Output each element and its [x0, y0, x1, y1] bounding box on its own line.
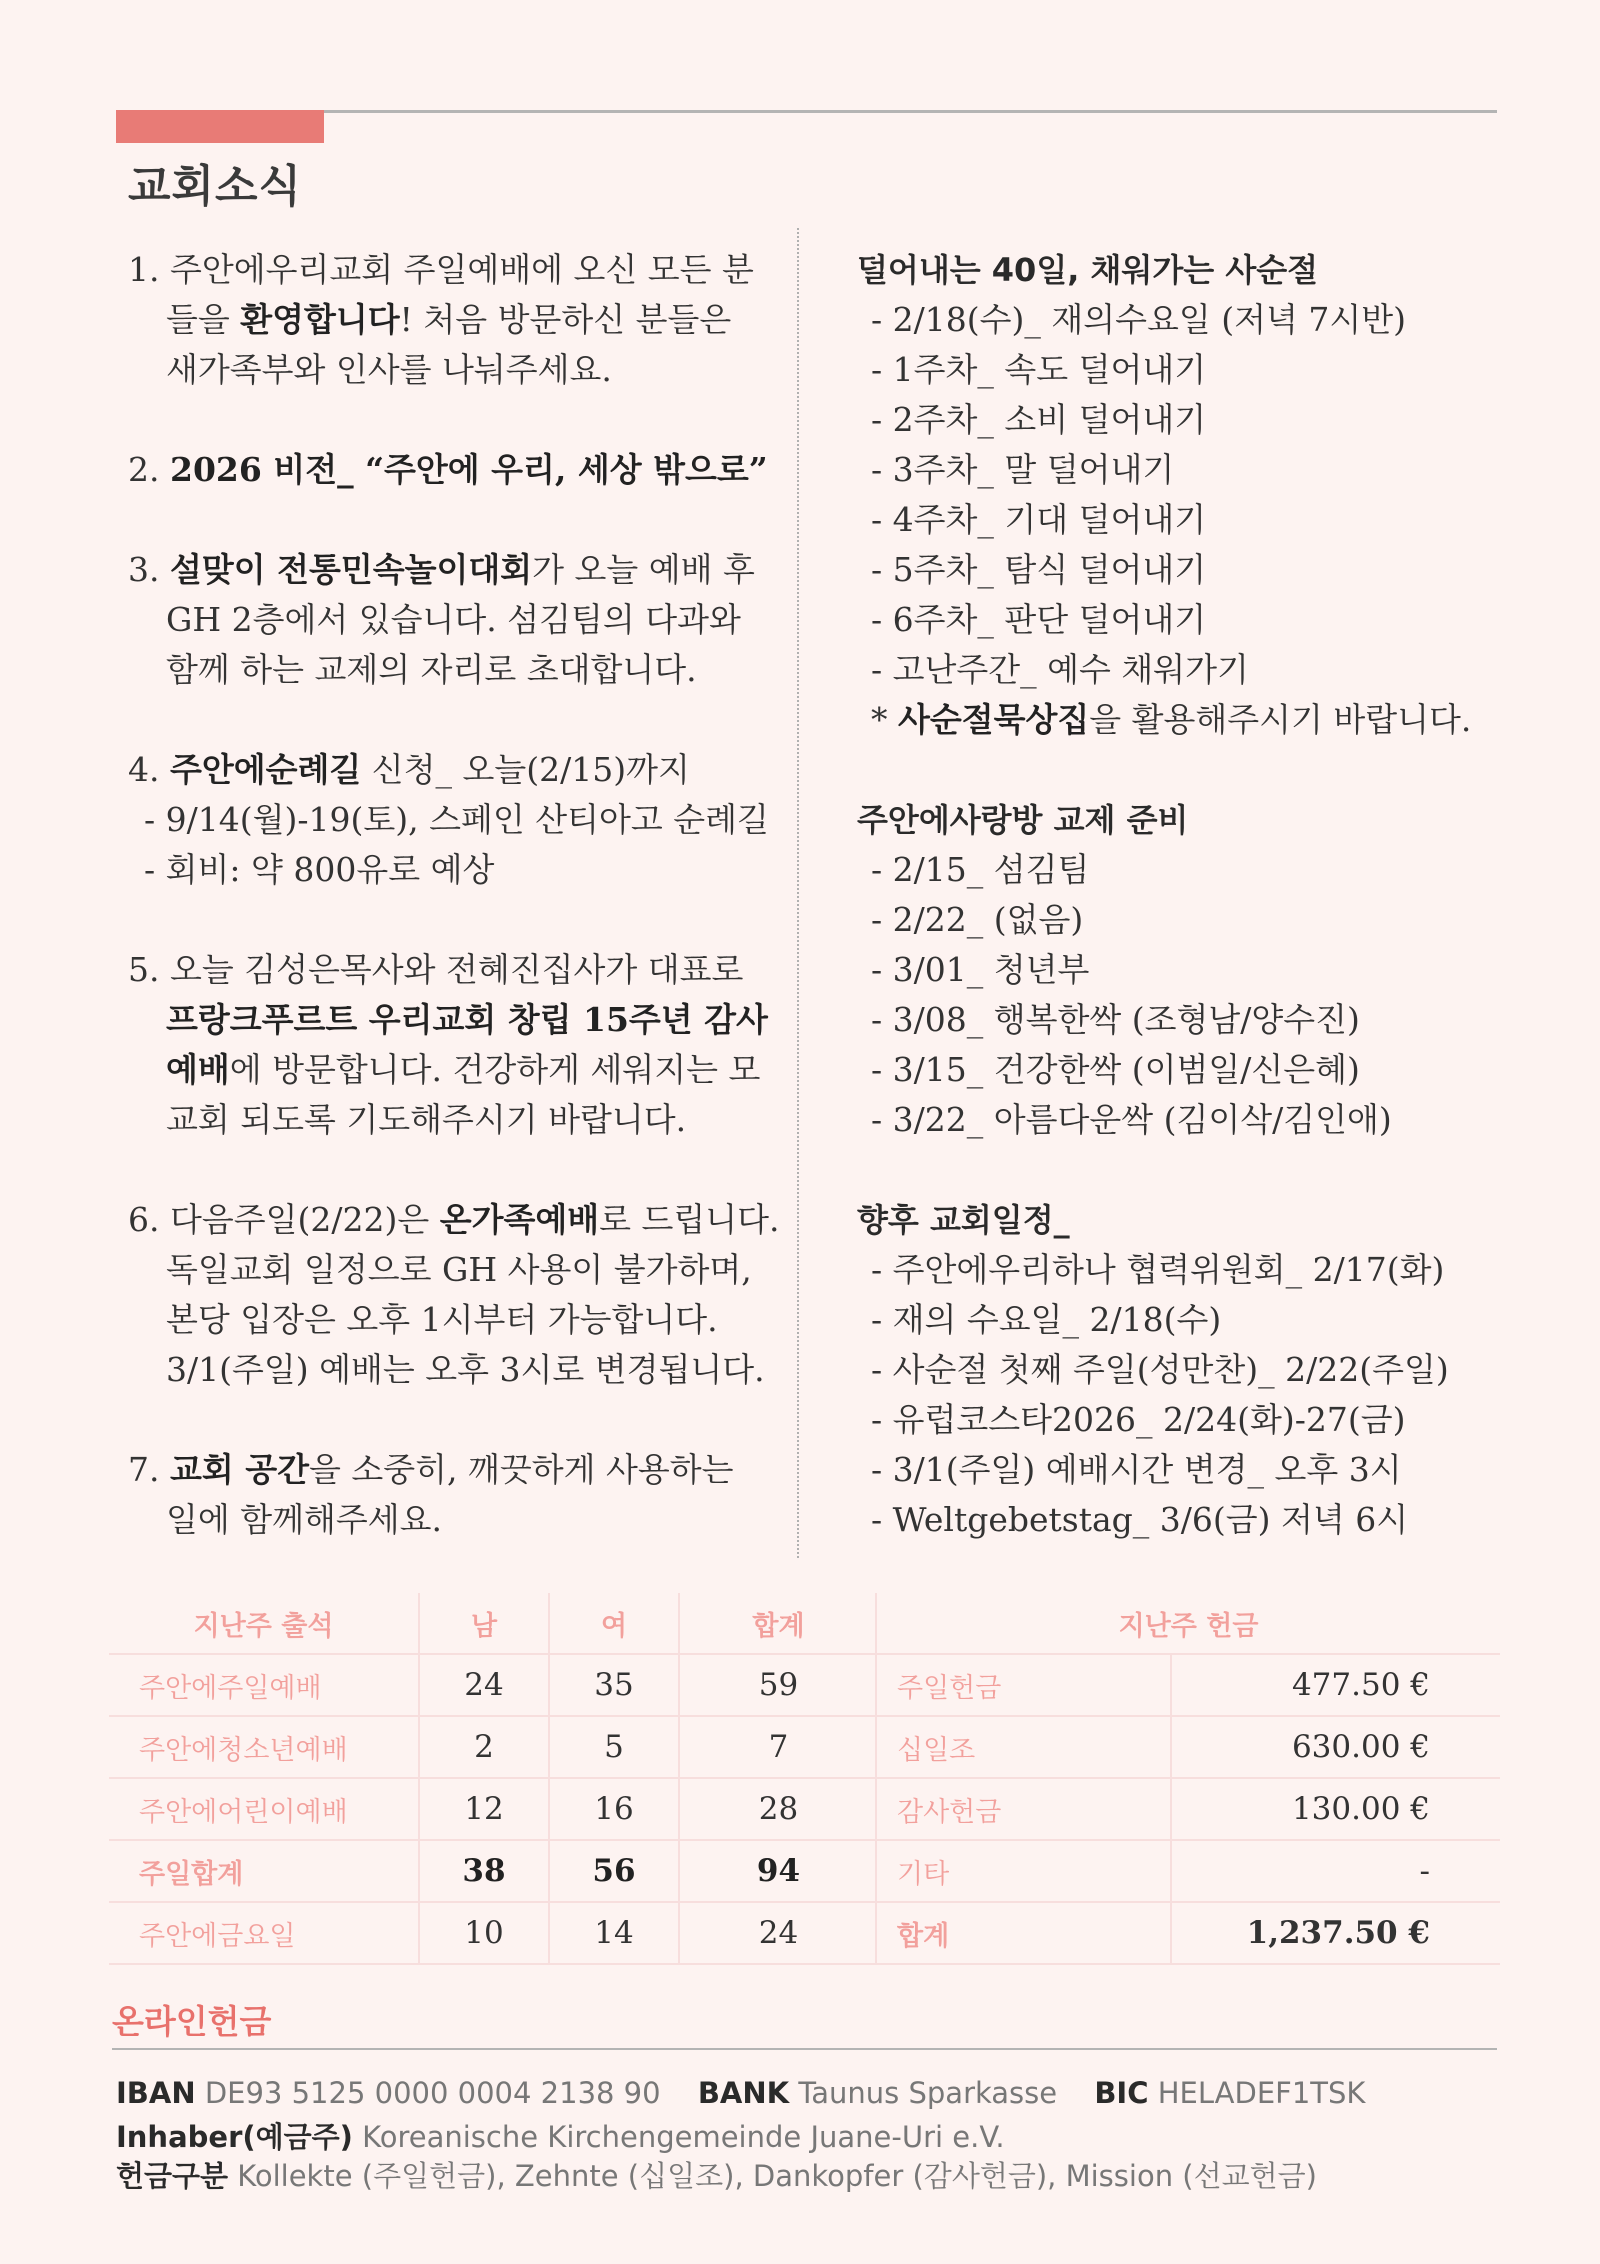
news-emphasis: 프랑크푸르트 우리교회 창립 15주년 감사	[166, 1000, 768, 1039]
online-offering-title: 온라인헌금	[112, 2002, 272, 2041]
news-item	[128, 1195, 780, 1395]
attendance-label: 주안에청소년예배	[109, 1716, 419, 1778]
lent-item: - 6주차_ 판단 덜어내기	[871, 600, 1207, 639]
schedule-item: - Weltgebetstag_ 3/6(금) 저녁 6시	[871, 1500, 1409, 1539]
news-text: 본당 입장은 오후 1시부터 가능합니다.	[166, 1300, 718, 1339]
schedule-item: - 3/1(주일) 예배시간 변경_ 오후 3시	[871, 1450, 1402, 1489]
offering-row	[876, 1902, 1500, 1964]
attendance-row	[109, 1716, 877, 1778]
attendance-row	[109, 1840, 877, 1902]
attendance-label: 주안에금요일	[109, 1902, 419, 1964]
news-line	[128, 1495, 768, 1545]
fellowship-list	[857, 845, 1517, 1145]
news-line	[128, 1295, 768, 1345]
lent-title: 덜어내는 40일, 채워가는 사순절	[857, 251, 1319, 289]
offering-amount: 1,237.50 €	[1171, 1902, 1500, 1964]
male-count: 24	[419, 1654, 549, 1716]
news-emphasis: 교회 공간	[169, 1450, 309, 1489]
male-count: 38	[419, 1840, 549, 1902]
total-header: 합계	[679, 1593, 877, 1654]
holder-label: Inhaber(예금주)	[116, 2120, 353, 2154]
female-count: 35	[549, 1654, 679, 1716]
news-line	[128, 945, 768, 995]
news-text: - 9/14(월)-19(토), 스페인 산티아고 순례길	[144, 800, 769, 839]
news-line	[128, 645, 768, 695]
attendance-row	[109, 1902, 877, 1964]
offering-amount: 477.50 €	[1171, 1654, 1500, 1716]
lent-item: - 2/18(수)_ 재의수요일 (저녁 7시반)	[871, 300, 1406, 339]
iban-label: IBAN	[116, 2076, 196, 2110]
news-line	[128, 445, 768, 495]
news-text: 독일교회 일정으로 GH 사용이 불가하며,	[166, 1250, 752, 1289]
news-text: 에 방문합니다. 건강하게 세워지는 모	[229, 1050, 761, 1089]
news-line	[128, 1095, 768, 1145]
offering-row	[876, 1716, 1500, 1778]
news-item	[128, 545, 768, 695]
offering-type-value: Kollekte (주일헌금), Zehnte (십일조), Dankopfer (감사헌금), Mission (선교헌금)	[237, 2159, 1317, 2193]
attendance-label: 주안에주일예배	[109, 1654, 419, 1716]
lent-list	[857, 295, 1517, 695]
news-text: 5. 오늘 김성은목사와 전혜진집사가 대표로	[128, 950, 744, 989]
total-count: 94	[679, 1840, 877, 1902]
news-text: 교회 되도록 기도해주시기 바랍니다.	[166, 1100, 687, 1139]
offering-label: 기타	[876, 1840, 1171, 1902]
column-divider	[797, 228, 799, 1558]
fellowship-item: - 3/22_ 아름다운싹 (김이삭/김인애)	[871, 1100, 1392, 1139]
attendance-table	[109, 1593, 877, 1965]
male-count: 10	[419, 1902, 549, 1964]
offering-table	[875, 1593, 1500, 1965]
offering-label: 주일헌금	[876, 1654, 1171, 1716]
attendance-row	[109, 1654, 877, 1716]
bank-value: Taunus Sparkasse	[798, 2076, 1058, 2110]
offering-type-label: 헌금구분	[116, 2159, 229, 2193]
total-count: 7	[679, 1716, 877, 1778]
news-item	[128, 745, 768, 895]
title-accent-bar	[116, 110, 324, 143]
lent-item: - 2주차_ 소비 덜어내기	[871, 400, 1207, 439]
news-emphasis: 환영합니다	[240, 300, 400, 339]
total-count: 59	[679, 1654, 877, 1716]
online-rule	[112, 2048, 1497, 2050]
offering-label: 합계	[876, 1902, 1171, 1964]
news-line	[128, 595, 768, 645]
news-text: 을 소중히, 깨끗하게 사용하는	[309, 1450, 734, 1489]
lent-item: - 고난주간_ 예수 채워가기	[871, 650, 1249, 689]
right-column	[857, 245, 1517, 1545]
female-header: 여	[549, 1593, 679, 1654]
news-line	[128, 345, 768, 395]
holder-value: Koreanische Kirchengemeinde Juane-Uri e.V.	[362, 2120, 1005, 2154]
female-count: 5	[549, 1716, 679, 1778]
news-text: 3.	[128, 550, 170, 589]
fellowship-item: - 3/08_ 행복한싹 (조형남/양수진)	[871, 1000, 1360, 1039]
female-count: 16	[549, 1778, 679, 1840]
fellowship-item: - 3/15_ 건강한싹 (이범일/신은혜)	[871, 1050, 1360, 1089]
news-emphasis: 2026 비전_ “주안에 우리, 세상 밖으로”	[169, 450, 768, 489]
news-emphasis: 온가족예배	[439, 1200, 600, 1239]
news-line	[128, 745, 768, 795]
news-text: 로 드립니다.	[599, 1200, 780, 1239]
iban-value: DE93 5125 0000 0004 2138 90	[204, 2076, 661, 2110]
schedule-list	[857, 1245, 1517, 1545]
schedule-item: - 재의 수요일_ 2/18(수)	[871, 1300, 1222, 1339]
schedule-item: - 유럽코스타2026_ 2/24(화)-27(금)	[871, 1400, 1406, 1439]
news-line	[128, 1195, 780, 1245]
news-text: - 회비: 약 800유로 예상	[144, 850, 495, 889]
male-header: 남	[419, 1593, 549, 1654]
news-text: 4.	[128, 750, 170, 789]
news-text: 일에 함께해주세요.	[166, 1500, 443, 1539]
news-text: 새가족부와 인사를 나눠주세요.	[166, 350, 612, 389]
news-line	[128, 545, 768, 595]
schedule-item: - 사순절 첫째 주일(성만찬)_ 2/22(주일)	[871, 1350, 1449, 1389]
male-count: 2	[419, 1716, 549, 1778]
total-count: 24	[679, 1902, 877, 1964]
fellowship-title: 주안에사랑방 교제 준비	[857, 801, 1189, 839]
offering-label: 십일조	[876, 1716, 1171, 1778]
lent-item: - 3주차_ 말 덜어내기	[871, 450, 1175, 489]
news-text: 가 오늘 예배 후	[532, 550, 755, 589]
news-line	[128, 295, 768, 345]
news-text: 1. 주안에우리교회 주일예배에 오신 모든 분	[128, 250, 754, 289]
news-text: 들을	[166, 300, 241, 339]
lent-item: - 1주차_ 속도 덜어내기	[871, 350, 1207, 389]
news-text: GH 2층에서 있습니다. 섬김팀의 다과와	[166, 600, 741, 639]
news-line	[128, 1245, 768, 1295]
offering-row	[876, 1778, 1500, 1840]
church-news-list	[128, 245, 780, 1595]
offering-row	[876, 1654, 1500, 1716]
news-text: 2.	[128, 450, 170, 489]
news-item	[128, 245, 768, 395]
fellowship-item: - 2/15_ 섬김팀	[871, 850, 1090, 889]
news-emphasis: 주안에순례길	[169, 750, 362, 789]
total-count: 28	[679, 1778, 877, 1840]
lent-note: * 사순절묵상집을 활용해주시기 바랍니다.	[871, 700, 1472, 739]
offering-amount: -	[1171, 1840, 1500, 1902]
news-emphasis: 예배	[166, 1050, 230, 1089]
male-count: 12	[419, 1778, 549, 1840]
schedule-title: 향후 교회일정_	[857, 1201, 1070, 1239]
news-text: ! 처음 방문하신 분들은	[399, 300, 732, 339]
page-title: 교회소식	[128, 161, 303, 212]
bank-info-line	[116, 2076, 1365, 2110]
offering-label: 감사헌금	[876, 1778, 1171, 1840]
offering-type-line	[116, 2154, 1317, 2195]
fellowship-item: - 3/01_ 청년부	[871, 950, 1090, 989]
holder-line	[116, 2115, 1005, 2156]
offering-header: 지난주 헌금	[876, 1593, 1500, 1654]
news-line	[128, 1445, 768, 1495]
lent-item: - 4주차_ 기대 덜어내기	[871, 500, 1207, 539]
bic-value: HELADEF1TSK	[1157, 2076, 1366, 2110]
news-line	[128, 1345, 768, 1395]
attendance-label: 주일합계	[109, 1840, 419, 1902]
bank-label: BANK	[697, 2076, 790, 2110]
attendance-row	[109, 1778, 877, 1840]
news-text: 신청_ 오늘(2/15)까지	[361, 750, 690, 789]
offering-amount: 630.00 €	[1171, 1716, 1500, 1778]
news-line	[128, 1045, 768, 1095]
female-count: 56	[549, 1840, 679, 1902]
bic-label: BIC	[1094, 2076, 1149, 2110]
news-item	[128, 1445, 768, 1545]
news-text: 3/1(주일) 예배는 오후 3시로 변경됩니다.	[166, 1350, 765, 1389]
fellowship-item: - 2/22_ (없음)	[871, 900, 1084, 939]
schedule-item: - 주안에우리하나 협력위원회_ 2/17(화)	[871, 1250, 1445, 1289]
news-line	[128, 795, 768, 845]
news-line	[128, 845, 768, 895]
attendance-header: 지난주 출석	[109, 1593, 419, 1654]
news-line	[128, 995, 768, 1045]
news-emphasis: 설맞이 전통민속놀이대회	[169, 550, 533, 589]
news-line	[128, 245, 768, 295]
news-text: 6. 다음주일(2/22)은	[128, 1200, 440, 1239]
news-text: 7.	[128, 1450, 170, 1489]
news-text: 함께 하는 교제의 자리로 초대합니다.	[166, 650, 697, 689]
news-item	[128, 945, 768, 1145]
lent-item: - 5주차_ 탐식 덜어내기	[871, 550, 1207, 589]
news-item	[128, 445, 768, 495]
offering-row	[876, 1840, 1500, 1902]
offering-amount: 130.00 €	[1171, 1778, 1500, 1840]
female-count: 14	[549, 1902, 679, 1964]
attendance-label: 주안에어린이예배	[109, 1778, 419, 1840]
